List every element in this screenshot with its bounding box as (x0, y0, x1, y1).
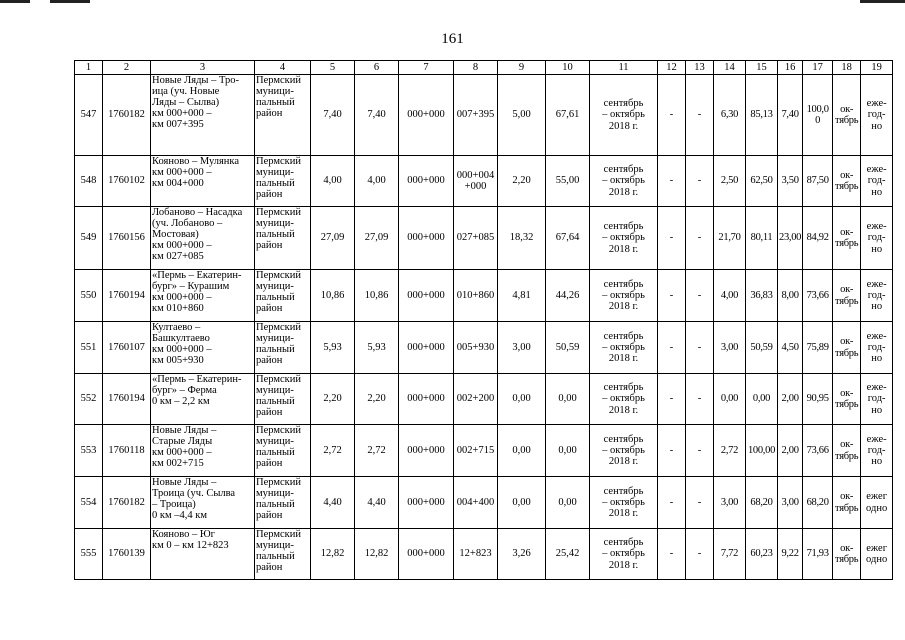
table-cell-col-3: Култаево – Башкултаево км 000+000 – км 005+930 (151, 322, 255, 374)
table-cell-col-2: 1760156 (103, 207, 151, 270)
table-cell-col-10: 0,00 (546, 374, 590, 425)
table-cell-col-2: 1760182 (103, 477, 151, 529)
table-cell-col-19: еже- год- но (861, 425, 893, 477)
table-cell-col-10: 55,00 (546, 156, 590, 207)
table-cell-col-9: 0,00 (498, 425, 546, 477)
table-cell-col-10: 67,61 (546, 75, 590, 156)
table-cell-col-6: 2,72 (355, 425, 399, 477)
table-cell-col-19: еже- год- но (861, 75, 893, 156)
column-header-10: 10 (546, 61, 590, 75)
table-cell-col-1: 555 (75, 529, 103, 580)
table-cell-col-7: 000+000 (399, 75, 454, 156)
table-cell-col-18: ок- тябрь (833, 374, 861, 425)
table-cell-col-3: Кояново – Мулянка км 000+000 – км 004+000 (151, 156, 255, 207)
table-cell-col-18: ок- тябрь (833, 75, 861, 156)
table-row (75, 156, 893, 207)
table-cell-col-11: сентябрь – октябрь 2018 г. (590, 322, 658, 374)
table-cell-col-16: 23,00 (778, 207, 803, 270)
scan-mark-right (860, 0, 905, 3)
column-header-9: 9 (498, 61, 546, 75)
table-cell-col-5: 2,20 (311, 374, 355, 425)
table-cell-col-9: 0,00 (498, 374, 546, 425)
table-cell-col-2: 1760139 (103, 529, 151, 580)
table-cell-col-17: 75,89 (803, 322, 833, 374)
table-cell-col-15: 36,83 (746, 270, 778, 322)
table-cell-col-5: 7,40 (311, 75, 355, 156)
table-cell-col-10: 0,00 (546, 425, 590, 477)
table-cell-col-18: ок- тябрь (833, 270, 861, 322)
table-cell-col-16: 2,00 (778, 374, 803, 425)
table-cell-col-9: 3,00 (498, 322, 546, 374)
table-row (75, 270, 893, 322)
column-header-15: 15 (746, 61, 778, 75)
table-cell-col-17: 87,50 (803, 156, 833, 207)
table-cell-col-7: 000+000 (399, 322, 454, 374)
table-cell-col-5: 10,86 (311, 270, 355, 322)
table-cell-col-10: 50,59 (546, 322, 590, 374)
table-cell-col-7: 000+000 (399, 477, 454, 529)
table-cell-col-4: Пермский муници- пальный район (255, 529, 311, 580)
table-cell-col-1: 548 (75, 156, 103, 207)
table-cell-col-3: «Пермь – Екатерин- бург» – Курашим км 000+000 – км 010+860 (151, 270, 255, 322)
column-header-17: 17 (803, 61, 833, 75)
table-cell-col-5: 27,09 (311, 207, 355, 270)
table-cell-col-19: еже- год- но (861, 322, 893, 374)
table-cell-col-3: Новые Ляды – Тро- ица (уч. Новые Ляды – Сылва) км 000+000 – км 007+395 (151, 75, 255, 156)
table-cell-col-15: 85,13 (746, 75, 778, 156)
table-cell-col-12: - (658, 75, 686, 156)
table-cell-col-9: 3,26 (498, 529, 546, 580)
table-cell-col-2: 1760194 (103, 270, 151, 322)
table-cell-col-16: 2,00 (778, 425, 803, 477)
table-cell-col-13: - (686, 270, 714, 322)
table-cell-col-11: сентябрь – октябрь 2018 г. (590, 529, 658, 580)
table-cell-col-19: ежег одно (861, 477, 893, 529)
table-row (75, 374, 893, 425)
table-cell-col-7: 000+000 (399, 529, 454, 580)
table-cell-col-12: - (658, 374, 686, 425)
table-cell-col-5: 4,40 (311, 477, 355, 529)
table-cell-col-6: 4,00 (355, 156, 399, 207)
table-cell-col-14: 3,00 (714, 322, 746, 374)
table-cell-col-14: 3,00 (714, 477, 746, 529)
table-cell-col-14: 2,72 (714, 425, 746, 477)
table-cell-col-19: еже- год- но (861, 270, 893, 322)
table-cell-col-8: 027+085 (454, 207, 498, 270)
table-cell-col-6: 27,09 (355, 207, 399, 270)
table-cell-col-11: сентябрь – октябрь 2018 г. (590, 270, 658, 322)
table-cell-col-15: 80,11 (746, 207, 778, 270)
table-cell-col-12: - (658, 477, 686, 529)
table-cell-col-7: 000+000 (399, 156, 454, 207)
table-cell-col-8: 007+395 (454, 75, 498, 156)
table-cell-col-17: 68,20 (803, 477, 833, 529)
table-cell-col-4: Пермский муници- пальный район (255, 270, 311, 322)
table-cell-col-16: 4,50 (778, 322, 803, 374)
table-cell-col-18: ок- тябрь (833, 207, 861, 270)
table-row (75, 207, 893, 270)
table-cell-col-9: 0,00 (498, 477, 546, 529)
table-cell-col-14: 7,72 (714, 529, 746, 580)
table-cell-col-16: 7,40 (778, 75, 803, 156)
table-cell-col-8: 005+930 (454, 322, 498, 374)
table-cell-col-15: 68,20 (746, 477, 778, 529)
table-cell-col-18: ок- тябрь (833, 529, 861, 580)
table-cell-col-11: сентябрь – октябрь 2018 г. (590, 374, 658, 425)
table-cell-col-3: Новые Ляды – Троица (уч. Сылва – Троица) 0 км –4,4 км (151, 477, 255, 529)
column-header-6: 6 (355, 61, 399, 75)
table-cell-col-17: 71,93 (803, 529, 833, 580)
column-header-7: 7 (399, 61, 454, 75)
table-cell-col-6: 2,20 (355, 374, 399, 425)
table-cell-col-15: 62,50 (746, 156, 778, 207)
table-cell-col-15: 50,59 (746, 322, 778, 374)
column-header-19: 19 (861, 61, 893, 75)
table-cell-col-17: 100,0 0 (803, 75, 833, 156)
table-cell-col-19: еже- год- но (861, 156, 893, 207)
table-cell-col-8: 010+860 (454, 270, 498, 322)
column-header-13: 13 (686, 61, 714, 75)
table-cell-col-4: Пермский муници- пальный район (255, 75, 311, 156)
table-cell-col-2: 1760107 (103, 322, 151, 374)
table-cell-col-12: - (658, 156, 686, 207)
table-cell-col-4: Пермский муници- пальный район (255, 207, 311, 270)
table-cell-col-4: Пермский муници- пальный район (255, 322, 311, 374)
table-cell-col-13: - (686, 477, 714, 529)
table-cell-col-7: 000+000 (399, 207, 454, 270)
table-cell-col-6: 12,82 (355, 529, 399, 580)
table-cell-col-11: сентябрь – октябрь 2018 г. (590, 207, 658, 270)
table-cell-col-1: 549 (75, 207, 103, 270)
table-cell-col-9: 18,32 (498, 207, 546, 270)
table-cell-col-14: 0,00 (714, 374, 746, 425)
column-header-2: 2 (103, 61, 151, 75)
table-row (75, 425, 893, 477)
table-cell-col-4: Пермский муници- пальный район (255, 477, 311, 529)
table-row (75, 529, 893, 580)
table-cell-col-15: 0,00 (746, 374, 778, 425)
table-cell-col-11: сентябрь – октябрь 2018 г. (590, 156, 658, 207)
table-row (75, 477, 893, 529)
column-header-12: 12 (658, 61, 686, 75)
roads-table (74, 60, 893, 580)
table-cell-col-17: 73,66 (803, 425, 833, 477)
page-number: 161 (441, 31, 464, 47)
table-cell-col-17: 90,95 (803, 374, 833, 425)
column-header-16: 16 (778, 61, 803, 75)
table-cell-col-1: 547 (75, 75, 103, 156)
table-cell-col-16: 9,22 (778, 529, 803, 580)
table-cell-col-6: 5,93 (355, 322, 399, 374)
table-row (75, 75, 893, 156)
table-cell-col-8: 002+200 (454, 374, 498, 425)
table-cell-col-8: 000+004 +000 (454, 156, 498, 207)
table-cell-col-8: 12+823 (454, 529, 498, 580)
table-cell-col-17: 73,66 (803, 270, 833, 322)
column-header-4: 4 (255, 61, 311, 75)
table-cell-col-5: 4,00 (311, 156, 355, 207)
table-cell-col-15: 100,00 (746, 425, 778, 477)
table-cell-col-6: 10,86 (355, 270, 399, 322)
table-cell-col-18: ок- тябрь (833, 425, 861, 477)
table-cell-col-5: 5,93 (311, 322, 355, 374)
column-header-1: 1 (75, 61, 103, 75)
table-cell-col-5: 2,72 (311, 425, 355, 477)
header-row (75, 61, 893, 75)
table-cell-col-13: - (686, 322, 714, 374)
table-cell-col-7: 000+000 (399, 270, 454, 322)
table-cell-col-1: 550 (75, 270, 103, 322)
table-cell-col-6: 7,40 (355, 75, 399, 156)
table-cell-col-19: еже- год- но (861, 374, 893, 425)
table-cell-col-17: 84,92 (803, 207, 833, 270)
table-cell-col-4: Пермский муници- пальный район (255, 156, 311, 207)
table-cell-col-19: еже- год- но (861, 207, 893, 270)
table-cell-col-9: 2,20 (498, 156, 546, 207)
column-header-18: 18 (833, 61, 861, 75)
table-cell-col-13: - (686, 529, 714, 580)
table-cell-col-4: Пермский муници- пальный район (255, 425, 311, 477)
scan-mark-left (0, 0, 30, 3)
table-cell-col-13: - (686, 75, 714, 156)
table-cell-col-2: 1760182 (103, 75, 151, 156)
column-header-5: 5 (311, 61, 355, 75)
table-cell-col-2: 1760194 (103, 374, 151, 425)
table-cell-col-14: 21,70 (714, 207, 746, 270)
table-cell-col-1: 553 (75, 425, 103, 477)
table-cell-col-5: 12,82 (311, 529, 355, 580)
table-cell-col-16: 8,00 (778, 270, 803, 322)
column-header-3: 3 (151, 61, 255, 75)
table-cell-col-18: ок- тябрь (833, 156, 861, 207)
table-cell-col-13: - (686, 207, 714, 270)
table-cell-col-14: 4,00 (714, 270, 746, 322)
table-cell-col-10: 0,00 (546, 477, 590, 529)
column-header-8: 8 (454, 61, 498, 75)
table-cell-col-11: сентябрь – октябрь 2018 г. (590, 477, 658, 529)
table-cell-col-19: ежег одно (861, 529, 893, 580)
column-header-11: 11 (590, 61, 658, 75)
table-cell-col-3: Кояново – Юг км 0 – км 12+823 (151, 529, 255, 580)
table-body (75, 75, 893, 580)
table-cell-col-10: 44,26 (546, 270, 590, 322)
table-cell-col-14: 6,30 (714, 75, 746, 156)
table-cell-col-10: 25,42 (546, 529, 590, 580)
table-cell-col-12: - (658, 322, 686, 374)
table-cell-col-3: Лобаново – Насадка (уч. Лобаново – Мостовая) км 000+000 – км 027+085 (151, 207, 255, 270)
table-cell-col-1: 552 (75, 374, 103, 425)
table-cell-col-10: 67,64 (546, 207, 590, 270)
table-cell-col-3: «Пермь – Екатерин- бург» – Ферма 0 км – 2,2 км (151, 374, 255, 425)
table-cell-col-2: 1760102 (103, 156, 151, 207)
table-cell-col-9: 4,81 (498, 270, 546, 322)
table-cell-col-9: 5,00 (498, 75, 546, 156)
table-cell-col-12: - (658, 425, 686, 477)
table-cell-col-12: - (658, 270, 686, 322)
table-cell-col-18: ок- тябрь (833, 322, 861, 374)
table-cell-col-13: - (686, 425, 714, 477)
table-cell-col-18: ок- тябрь (833, 477, 861, 529)
table-cell-col-7: 000+000 (399, 425, 454, 477)
table-cell-col-1: 551 (75, 322, 103, 374)
table-cell-col-16: 3,50 (778, 156, 803, 207)
table-cell-col-13: - (686, 156, 714, 207)
table-cell-col-4: Пермский муници- пальный район (255, 374, 311, 425)
table-cell-col-8: 002+715 (454, 425, 498, 477)
table-cell-col-14: 2,50 (714, 156, 746, 207)
table-cell-col-11: сентябрь – октябрь 2018 г. (590, 425, 658, 477)
table-cell-col-15: 60,23 (746, 529, 778, 580)
table-cell-col-7: 000+000 (399, 374, 454, 425)
table-cell-col-11: сентябрь – октябрь 2018 г. (590, 75, 658, 156)
table-cell-col-8: 004+400 (454, 477, 498, 529)
table-cell-col-6: 4,40 (355, 477, 399, 529)
table-cell-col-3: Новые Ляды – Старые Ляды км 000+000 – км 002+715 (151, 425, 255, 477)
table-cell-col-12: - (658, 207, 686, 270)
table-cell-col-12: - (658, 529, 686, 580)
scan-mark-middle (50, 0, 90, 3)
table-cell-col-13: - (686, 374, 714, 425)
table-cell-col-1: 554 (75, 477, 103, 529)
column-header-14: 14 (714, 61, 746, 75)
table-row (75, 322, 893, 374)
table-cell-col-2: 1760118 (103, 425, 151, 477)
table-cell-col-16: 3,00 (778, 477, 803, 529)
